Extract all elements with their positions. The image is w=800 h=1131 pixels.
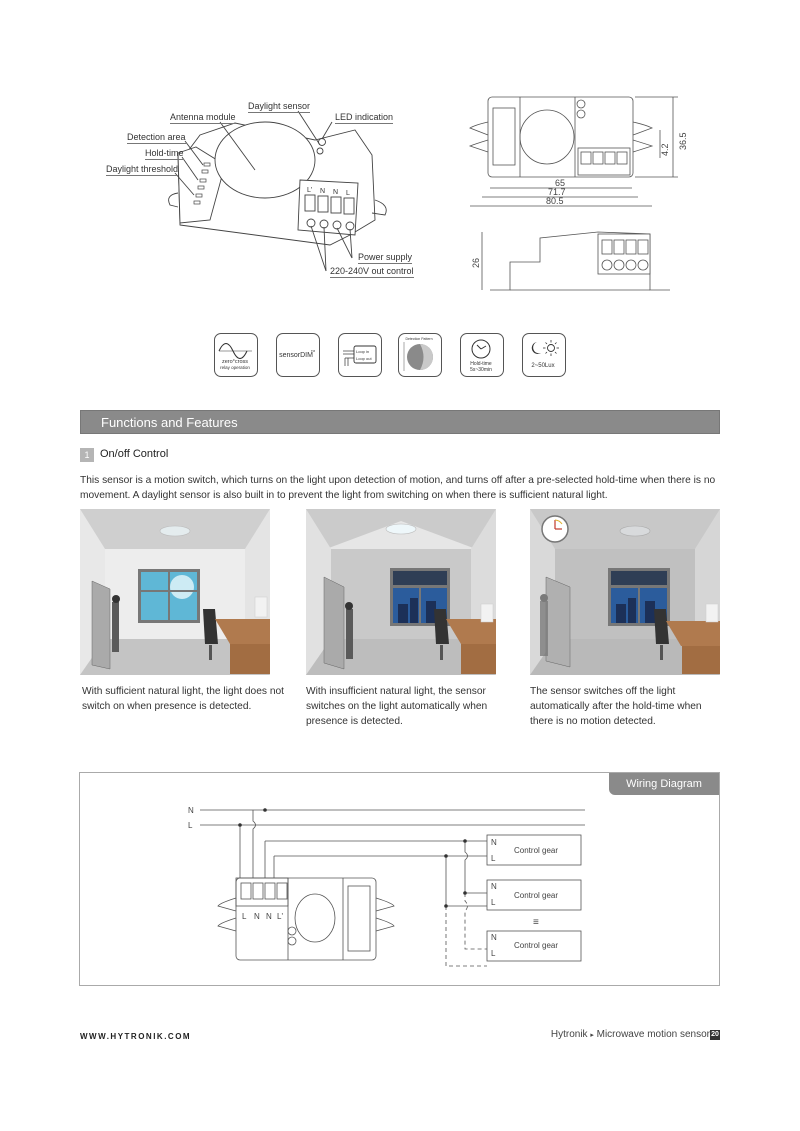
dim-26: 26 [471, 257, 481, 268]
person-figure [346, 609, 353, 659]
dim-4-2: 4.2 [660, 143, 670, 156]
label-daylight-threshold: Daylight threshold [106, 164, 179, 174]
top-view-drawing [460, 90, 700, 215]
control-gear-label: Control gear [514, 846, 559, 855]
label-detection-area: Detection area [127, 132, 186, 142]
detection-pattern-icon-box [398, 333, 442, 377]
subsection-title: On/off Control [100, 448, 169, 460]
dim-36-5: 36.5 [678, 132, 688, 150]
loop-out-text: Loop out [356, 356, 372, 361]
sensor-terminal-label: L' [277, 912, 283, 921]
scene-sufficient-light [80, 509, 270, 675]
terminal-label: N [333, 189, 339, 196]
hold-time-text: Hold-time [470, 361, 492, 367]
sensordim-logo-icon [277, 334, 318, 375]
scene-caption-2: With insufficient natural light, the sensor switches on the light automatically when presence is detected. [306, 686, 488, 727]
gear-n-label: N [491, 838, 497, 847]
lux-range-text: 2~50Lux [531, 363, 555, 369]
intro-paragraph: This sensor is a motion switch, which turns on the light upon detection of motion, and turns off after a pre-selected hold-time when there is no movement. A daylight sensor is also built in to prevent the light from switching on when there is sufficient natural light. [80, 475, 716, 501]
dimension-top-view [460, 90, 700, 215]
label-out-control: 220-240V out control [330, 266, 414, 276]
footer-brand: Hytronik [550, 1029, 588, 1040]
sensor-terminal-label: N [266, 912, 272, 921]
sine-wave-icon [215, 334, 256, 375]
wiring-schematic [80, 773, 720, 985]
person-figure [112, 602, 119, 652]
person-silhouette [540, 601, 548, 656]
hold-time-range-text: 5s~30min [470, 367, 492, 373]
terminal-label: L [346, 190, 350, 197]
clock-icon [461, 334, 502, 375]
section-title: Functions and Features [101, 415, 238, 430]
product-isometric-diagram [100, 95, 430, 285]
room-illustration [80, 509, 270, 675]
hold-time-icon-box [460, 333, 504, 377]
gear-n-label: N [491, 882, 497, 891]
moon-sun-icon [523, 334, 564, 375]
gear-l-label: L [491, 854, 496, 863]
mains-l-label: L [188, 821, 193, 830]
dimension-side-view [460, 220, 700, 300]
zero-cross-icon-box [214, 333, 258, 377]
footer-website[interactable]: WWW.HYTRONIK.COM [80, 1032, 192, 1041]
zero-cross-text: zero°cross [221, 359, 249, 365]
room-illustration [530, 509, 720, 675]
gear-n-label: N [491, 933, 497, 942]
trademark-text: TM [310, 349, 316, 353]
label-antenna-module: Antenna module [170, 112, 236, 122]
gear-l-label: L [491, 898, 496, 907]
gear-l-label: L [491, 949, 496, 958]
label-power-supply: Power supply [358, 252, 413, 262]
terminal-label: N [320, 188, 326, 195]
more-gears-ellipsis: ≡ [533, 917, 539, 928]
sensordim-text: sensorDIM [279, 352, 313, 359]
daylight-icon-box [522, 333, 566, 377]
loop-in-out-icon [339, 334, 380, 375]
triangle-right-icon: ▸ [590, 1032, 594, 1039]
footer-breadcrumb [551, 1029, 710, 1040]
terminal-label: L' [307, 187, 313, 194]
scene-hold-time-off [530, 509, 720, 675]
room-illustration [306, 509, 496, 675]
footer-product: Microwave motion sensor [596, 1029, 710, 1040]
side-view-drawing [460, 220, 700, 300]
label-daylight-sensor: Daylight sensor [248, 101, 311, 111]
relay-operation-text: relay operation [220, 365, 250, 370]
label-led-indication: LED indication [335, 112, 394, 122]
scene-caption-1: With sufficient natural light, the light does not switch on when presence is detected. [82, 686, 284, 712]
dim-80-5: 80.5 [546, 196, 564, 206]
page-number: 20 [711, 1031, 719, 1038]
section-header-functions [80, 410, 720, 434]
wiring-diagram-panel [79, 772, 720, 986]
scene-caption-3: The sensor switches off the light automatically after the hold-time when there is no motion detected. [530, 686, 702, 727]
wiring-diagram-tab: Wiring Diagram [609, 773, 719, 795]
detection-pattern-icon [399, 334, 440, 375]
control-gear-label: Control gear [514, 891, 559, 900]
sensordim-icon-box [276, 333, 320, 377]
loop-in-text: Loop in [356, 349, 370, 354]
dim-71-7: 71.7 [548, 187, 566, 197]
mains-n-label: N [188, 806, 194, 815]
control-gear-label: Control gear [514, 941, 559, 950]
detection-pattern-text: Detection Pattern [405, 337, 433, 341]
sensor-terminal-label: L [242, 912, 247, 921]
scene-insufficient-light [306, 509, 496, 675]
label-hold-time: Hold-time [145, 148, 184, 158]
sensor-terminal-label: N [254, 912, 260, 921]
subsection-number: 1 [80, 448, 94, 462]
dim-65: 65 [555, 178, 566, 188]
loop-icon-box [338, 333, 382, 377]
